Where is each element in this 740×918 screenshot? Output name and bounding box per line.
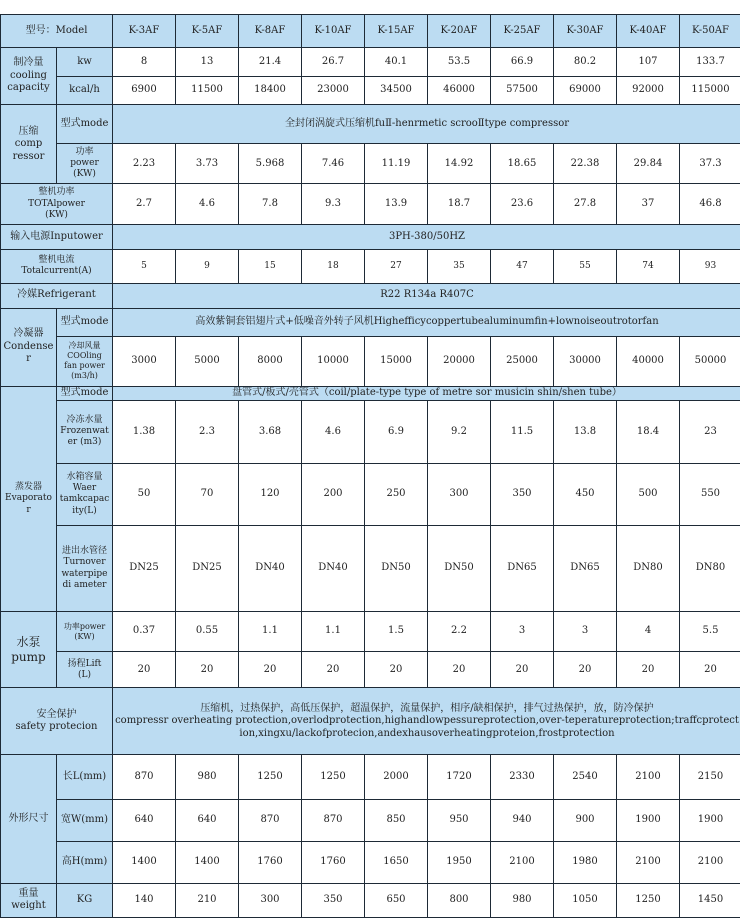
total-current-value: 5	[113, 250, 176, 283]
dimension-length-value: 2540	[554, 755, 617, 799]
model-name: K-20AF	[428, 15, 491, 48]
cooling-kw-unit: kw	[57, 48, 113, 77]
dimension-height-value: 1400	[113, 841, 176, 883]
weight-value: 210	[176, 883, 239, 917]
model-name: K-50AF	[680, 15, 740, 48]
evaporator-water-label: 冷冻水量 Frozenwat er (m3)	[57, 400, 113, 463]
evaporator-water-value: 3.68	[239, 400, 302, 463]
compressor-power-value: 7.46	[302, 144, 365, 184]
dimension-length-value: 870	[113, 755, 176, 799]
pump-lift-value: 20	[680, 652, 740, 688]
cooling-kcal-value: 57500	[491, 77, 554, 105]
cooling-kcal-value: 23000	[302, 77, 365, 105]
weight-value: 980	[491, 883, 554, 917]
cooling-kcal-row	[1, 77, 740, 105]
compressor-group-label: 压缩 comp ressor	[1, 105, 57, 184]
compressor-power-value: 14.92	[428, 144, 491, 184]
total-power-value: 9.3	[302, 184, 365, 225]
evaporator-tank-row	[1, 463, 740, 525]
dimension-width-value: 870	[239, 799, 302, 841]
weight-row	[1, 883, 740, 917]
model-name: K-10AF	[302, 15, 365, 48]
dimensions-group-label: 外形尺寸	[1, 755, 57, 883]
evaporator-water-row	[1, 400, 740, 463]
dimension-height-value: 1760	[239, 841, 302, 883]
dimension-height-value: 1760	[302, 841, 365, 883]
total-current-value: 27	[365, 250, 428, 283]
weight-value: 300	[239, 883, 302, 917]
cooling-kcal-value: 92000	[617, 77, 680, 105]
pump-power-value: 3	[554, 612, 617, 652]
cooling-kcal-value: 34500	[365, 77, 428, 105]
input-power-value: 3PH-380/50HZ	[113, 225, 740, 250]
evaporator-tank-value: 50	[113, 463, 176, 525]
condenser-airflow-value: 25000	[491, 336, 554, 386]
dimension-length-row	[1, 755, 740, 799]
dimension-length-value: 2330	[491, 755, 554, 799]
evaporator-tank-value: 500	[617, 463, 680, 525]
dimension-length-value: 2000	[365, 755, 428, 799]
total-power-value: 37	[617, 184, 680, 225]
compressor-power-value: 3.73	[176, 144, 239, 184]
evaporator-tank-value: 550	[680, 463, 740, 525]
model-name: K-25AF	[491, 15, 554, 48]
evaporator-pipe-value: DN65	[554, 525, 617, 611]
pump-power-label: 功率power (KW)	[57, 612, 113, 652]
pump-lift-value: 20	[491, 652, 554, 688]
cooling-kcal-value: 11500	[176, 77, 239, 105]
pump-lift-label: 扬程Lift (L)	[57, 652, 113, 688]
header-row	[1, 15, 740, 48]
cooling-kcal-value: 69000	[554, 77, 617, 105]
evaporator-pipe-value: DN25	[113, 525, 176, 611]
compressor-type-row	[1, 105, 740, 144]
refrigerant-value: R22 R134a R407C	[113, 283, 740, 308]
evaporator-tank-value: 450	[554, 463, 617, 525]
evaporator-pipe-value: DN50	[365, 525, 428, 611]
weight-group-label: 重量 weight	[1, 883, 57, 917]
dimension-length-label: 长L(mm)	[57, 755, 113, 799]
dimension-width-value: 940	[491, 799, 554, 841]
weight-value: 350	[302, 883, 365, 917]
compressor-power-value: 5.968	[239, 144, 302, 184]
pump-power-value: 1.1	[302, 612, 365, 652]
compressor-power-value: 37.3	[680, 144, 740, 184]
dimension-length-value: 980	[176, 755, 239, 799]
total-power-value: 4.6	[176, 184, 239, 225]
evaporator-tank-value: 250	[365, 463, 428, 525]
pump-lift-value: 20	[302, 652, 365, 688]
evaporator-pipe-value: DN40	[239, 525, 302, 611]
refrigerant-row	[1, 283, 740, 308]
compressor-power-value: 2.23	[113, 144, 176, 184]
evaporator-pipe-value: DN65	[491, 525, 554, 611]
safety-label: 安全保护 safety protecion	[1, 688, 113, 755]
cooling-kw-value: 53.5	[428, 48, 491, 77]
model-name: K-5AF	[176, 15, 239, 48]
model-name: K-30AF	[554, 15, 617, 48]
total-power-value: 18.7	[428, 184, 491, 225]
condenser-group-label: 冷凝器 Condense r	[1, 308, 57, 386]
dimension-width-value: 640	[176, 799, 239, 841]
total-current-value: 47	[491, 250, 554, 283]
evaporator-water-value: 23	[680, 400, 740, 463]
total-current-value: 93	[680, 250, 740, 283]
cooling-kw-row	[1, 48, 740, 77]
total-power-row	[1, 184, 740, 225]
cooling-kcal-value: 6900	[113, 77, 176, 105]
pump-power-value: 2.2	[428, 612, 491, 652]
dimension-length-value: 1250	[302, 755, 365, 799]
total-current-value: 15	[239, 250, 302, 283]
condenser-airflow-value: 8000	[239, 336, 302, 386]
compressor-type-value: 全封闭涡旋式压缩机fuⅡ-henrmetic scrooⅡtype compressor	[113, 105, 740, 144]
condenser-airflow-value: 5000	[176, 336, 239, 386]
pump-power-row	[1, 612, 740, 652]
evaporator-pipe-row	[1, 525, 740, 611]
cooling-kcal-unit: kcal/h	[57, 77, 113, 105]
cooling-kw-value: 66.9	[491, 48, 554, 77]
evaporator-pipe-label: 进出水管径 Turnover waterpipe di ameter	[57, 525, 113, 611]
cooling-kcal-value: 46000	[428, 77, 491, 105]
condenser-airflow-value: 50000	[680, 336, 740, 386]
total-current-value: 18	[302, 250, 365, 283]
evaporator-tank-value: 350	[491, 463, 554, 525]
evaporator-water-value: 18.4	[617, 400, 680, 463]
pump-lift-value: 20	[617, 652, 680, 688]
cooling-kw-value: 21.4	[239, 48, 302, 77]
pump-group-label: 水泵 pump	[1, 612, 57, 688]
total-power-label: 整机功率 TOTAlpower (KW)	[1, 184, 113, 225]
input-power-row	[1, 225, 740, 250]
refrigerant-label: 冷媒Refrigerant	[1, 283, 113, 308]
condenser-airflow-row	[1, 336, 740, 386]
evaporator-tank-value: 300	[428, 463, 491, 525]
dimension-height-value: 1400	[176, 841, 239, 883]
compressor-power-value: 11.19	[365, 144, 428, 184]
dimension-height-value: 1980	[554, 841, 617, 883]
specification-table	[0, 14, 740, 918]
condenser-type-label: 型式mode	[57, 308, 113, 336]
total-power-value: 13.9	[365, 184, 428, 225]
condenser-airflow-value: 40000	[617, 336, 680, 386]
dimension-width-value: 640	[113, 799, 176, 841]
cooling-kw-value: 13	[176, 48, 239, 77]
pump-power-value: 4	[617, 612, 680, 652]
dimension-height-label: 高H(mm)	[57, 841, 113, 883]
weight-value: 1450	[680, 883, 740, 917]
model-name: K-3AF	[113, 15, 176, 48]
dimension-width-row	[1, 799, 740, 841]
total-power-value: 46.8	[680, 184, 740, 225]
total-power-value: 27.8	[554, 184, 617, 225]
evaporator-water-value: 4.6	[302, 400, 365, 463]
pump-power-value: 0.37	[113, 612, 176, 652]
evaporator-tank-value: 200	[302, 463, 365, 525]
dimension-width-value: 850	[365, 799, 428, 841]
total-current-value: 9	[176, 250, 239, 283]
total-current-value: 35	[428, 250, 491, 283]
pump-lift-value: 20	[554, 652, 617, 688]
dimension-height-value: 2100	[491, 841, 554, 883]
dimension-height-value: 1650	[365, 841, 428, 883]
specification-table-body	[1, 15, 740, 918]
dimension-height-value: 2100	[617, 841, 680, 883]
cooling-kw-value: 40.1	[365, 48, 428, 77]
dimension-width-label: 宽W(mm)	[57, 799, 113, 841]
compressor-power-value: 29.84	[617, 144, 680, 184]
evaporator-type-value: 盘管式/板式/壳管式（coil/plate-type type of metre sor musicin shin/shen tube）	[113, 386, 740, 400]
pump-power-value: 5.5	[680, 612, 740, 652]
dimension-height-value: 2100	[680, 841, 740, 883]
cooling-kcal-value: 115000	[680, 77, 740, 105]
pump-power-value: 1.5	[365, 612, 428, 652]
pump-lift-value: 20	[365, 652, 428, 688]
evaporator-water-value: 13.8	[554, 400, 617, 463]
cooling-kcal-value: 18400	[239, 77, 302, 105]
total-power-value: 23.6	[491, 184, 554, 225]
weight-unit: KG	[57, 883, 113, 917]
pump-lift-value: 20	[428, 652, 491, 688]
condenser-airflow-value: 10000	[302, 336, 365, 386]
cooling-kw-value: 80.2	[554, 48, 617, 77]
compressor-power-row	[1, 144, 740, 184]
cooling-kw-value: 8	[113, 48, 176, 77]
model-label: 型号：Model	[1, 15, 113, 48]
dimension-height-value: 1950	[428, 841, 491, 883]
weight-value: 650	[365, 883, 428, 917]
evaporator-group-label: 蒸发器 Evaporato r	[1, 386, 57, 611]
dimension-width-value: 1900	[680, 799, 740, 841]
evaporator-water-value: 6.9	[365, 400, 428, 463]
compressor-type-label: 型式mode	[57, 105, 113, 144]
condenser-airflow-value: 15000	[365, 336, 428, 386]
evaporator-type-row	[1, 386, 740, 400]
dimension-height-row	[1, 841, 740, 883]
pump-power-value: 0.55	[176, 612, 239, 652]
cooling-kw-value: 107	[617, 48, 680, 77]
evaporator-pipe-value: DN80	[617, 525, 680, 611]
cooling-kw-value: 26.7	[302, 48, 365, 77]
evaporator-water-value: 2.3	[176, 400, 239, 463]
dimension-width-value: 900	[554, 799, 617, 841]
dimension-length-value: 2150	[680, 755, 740, 799]
model-name: K-8AF	[239, 15, 302, 48]
condenser-airflow-label: 冷却风量 COOling fan power (m3/h)	[57, 336, 113, 386]
model-name: K-15AF	[365, 15, 428, 48]
evaporator-type-label: 型式mode	[57, 386, 113, 400]
compressor-power-value: 22.38	[554, 144, 617, 184]
weight-value: 140	[113, 883, 176, 917]
evaporator-tank-label: 水箱容量 Waer tamkcapac ity(L)	[57, 463, 113, 525]
evaporator-pipe-value: DN40	[302, 525, 365, 611]
weight-value: 1050	[554, 883, 617, 917]
total-current-row	[1, 250, 740, 283]
pump-lift-value: 20	[239, 652, 302, 688]
evaporator-tank-value: 70	[176, 463, 239, 525]
input-power-label: 输入电源Inputower	[1, 225, 113, 250]
compressor-power-label: 功率 power (KW)	[57, 144, 113, 184]
condenser-airflow-value: 20000	[428, 336, 491, 386]
dimension-width-value: 870	[302, 799, 365, 841]
compressor-power-value: 18.65	[491, 144, 554, 184]
model-name: K-40AF	[617, 15, 680, 48]
total-current-value: 55	[554, 250, 617, 283]
dimension-width-value: 1900	[617, 799, 680, 841]
pump-lift-row	[1, 652, 740, 688]
dimension-length-value: 1720	[428, 755, 491, 799]
total-power-value: 2.7	[113, 184, 176, 225]
evaporator-water-value: 11.5	[491, 400, 554, 463]
evaporator-water-value: 1.38	[113, 400, 176, 463]
pump-lift-value: 20	[176, 652, 239, 688]
evaporator-pipe-value: DN25	[176, 525, 239, 611]
pump-lift-value: 20	[113, 652, 176, 688]
dimension-length-value: 2100	[617, 755, 680, 799]
safety-row	[1, 688, 740, 755]
safety-value: 压缩机，过热保护，高低压保护，超温保护，流量保护，相序/缺相保护，排气过热保护，放，防冷保护 compressr overheating protection,overlodprotection,highandlowpessureprotection,over-teperatureprotection;traffcprotection,xingxu/lackofprotecion,andexhausoverheatingproteion,frostprotection	[113, 688, 740, 755]
total-current-label: 整机电流 Totalcurrent(A)	[1, 250, 113, 283]
total-power-value: 7.8	[239, 184, 302, 225]
total-current-value: 74	[617, 250, 680, 283]
dimension-width-value: 950	[428, 799, 491, 841]
cooling-group-label: 制冷量 cooling capacity	[1, 48, 57, 105]
evaporator-tank-value: 120	[239, 463, 302, 525]
cooling-kw-value: 133.7	[680, 48, 740, 77]
dimension-length-value: 1250	[239, 755, 302, 799]
condenser-airflow-value: 30000	[554, 336, 617, 386]
evaporator-water-value: 9.2	[428, 400, 491, 463]
pump-power-value: 1.1	[239, 612, 302, 652]
condenser-type-value: 高效紫铜套铝翅片式+低噪音外转子风机Highefficycoppertubealuminumfin+lownoiseoutrotorfan	[113, 308, 740, 336]
condenser-airflow-value: 3000	[113, 336, 176, 386]
evaporator-pipe-value: DN80	[680, 525, 740, 611]
pump-power-value: 3	[491, 612, 554, 652]
weight-value: 800	[428, 883, 491, 917]
condenser-type-row	[1, 308, 740, 336]
evaporator-pipe-value: DN50	[428, 525, 491, 611]
weight-value: 1250	[617, 883, 680, 917]
